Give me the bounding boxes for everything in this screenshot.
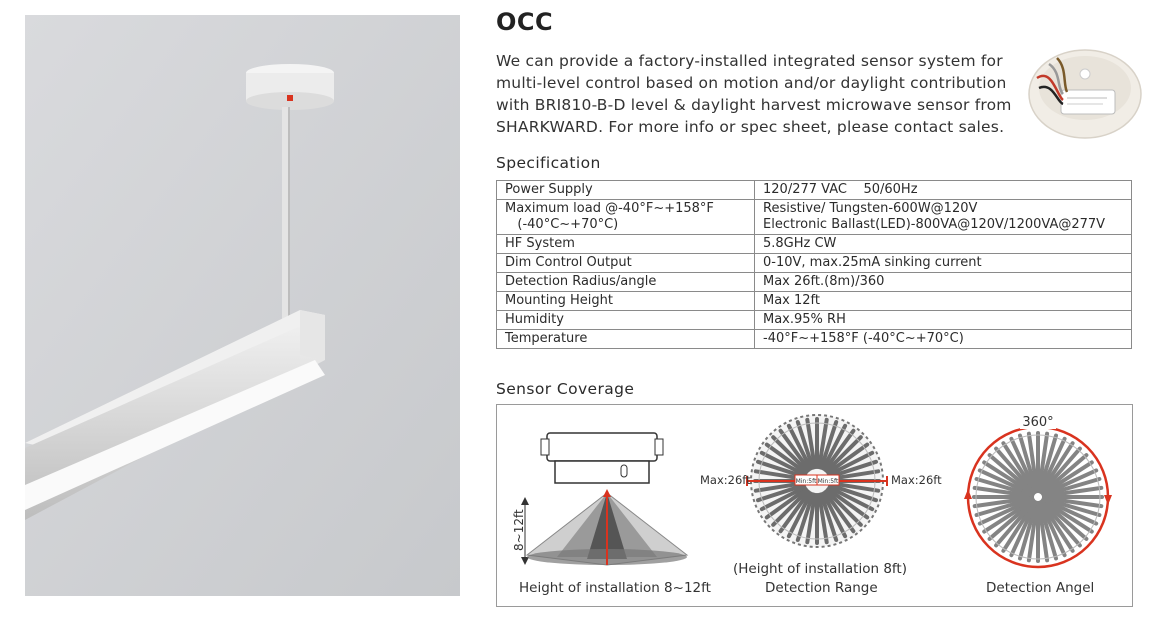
table-row: [497, 273, 1132, 292]
page-title: OCC: [496, 8, 554, 36]
spec-value: Max 12ft: [755, 292, 1132, 311]
spec-key: Detection Radius/angle: [497, 273, 755, 292]
sensor-coverage-heading: Sensor Coverage: [496, 380, 635, 398]
spec-value: 0-10V, max.25mA sinking current: [755, 254, 1132, 273]
spec-value: 120/277 VAC 50/60Hz: [755, 181, 1132, 200]
description-line: We can provide a factory-installed integrated sensor system for: [496, 52, 1003, 70]
description-line: with BRI810-B-D level & daylight harvest microwave sensor from: [496, 96, 1012, 114]
description-line: multi-level control based on motion and/or daylight contribution: [496, 74, 1007, 92]
spec-key: HF System: [497, 235, 755, 254]
max-right-label: Max:26ft: [891, 473, 942, 487]
spec-value: Max.95% RH: [755, 311, 1132, 330]
table-row: [497, 235, 1132, 254]
spec-key: Maximum load @-40°F~+158°F (-40°C~+70°C): [497, 200, 755, 235]
detection-angle-diagram: [964, 415, 1112, 567]
table-row: [497, 254, 1132, 273]
spec-value: Resistive/ Tungsten-600W@120V Electronic Ballast(LED)-800VA@120V/1200VA@277V: [755, 200, 1132, 235]
inner-min-right: Min:5ft: [817, 478, 839, 485]
product-photo: [25, 15, 460, 596]
table-row: [497, 200, 1132, 235]
spec-key: Dim Control Output: [497, 254, 755, 273]
side-view-diagram: [512, 433, 687, 565]
spec-key: Temperature: [497, 330, 755, 349]
spec-value: Max 26ft.(8m)/360: [755, 273, 1132, 292]
height-label: 8~12ft: [512, 509, 526, 551]
table-row: [497, 292, 1132, 311]
sensor-photo: [1027, 38, 1143, 150]
description: [496, 50, 1016, 138]
spec-value: 5.8GHz CW: [755, 235, 1132, 254]
spec-value: -40°F~+158°F (-40°C~+70°C): [755, 330, 1132, 349]
spec-key: Mounting Height: [497, 292, 755, 311]
specification-heading: Specification: [496, 154, 601, 172]
spec-key: Humidity: [497, 311, 755, 330]
detection-range-diagram: [747, 415, 887, 547]
sensor-coverage-box: [496, 404, 1133, 607]
max-left-label: Max:26ft: [700, 473, 751, 487]
table-row: [497, 181, 1132, 200]
description-line: SHARKWARD. For more info or spec sheet, please contact sales.: [496, 118, 1005, 136]
inner-min-left: Min:5ft: [795, 478, 817, 485]
spec-key: Power Supply: [497, 181, 755, 200]
caption-side: Height of installation 8~12ft: [519, 580, 711, 596]
angle-label: 360°: [1022, 415, 1054, 430]
table-row: [497, 330, 1132, 349]
caption-range-line1: (Height of installation 8ft): [733, 561, 907, 577]
table-row: [497, 311, 1132, 330]
spec-table: [496, 180, 1132, 349]
caption-angle: Detection Angel: [986, 580, 1095, 596]
caption-range-line2: Detection Range: [765, 580, 878, 596]
